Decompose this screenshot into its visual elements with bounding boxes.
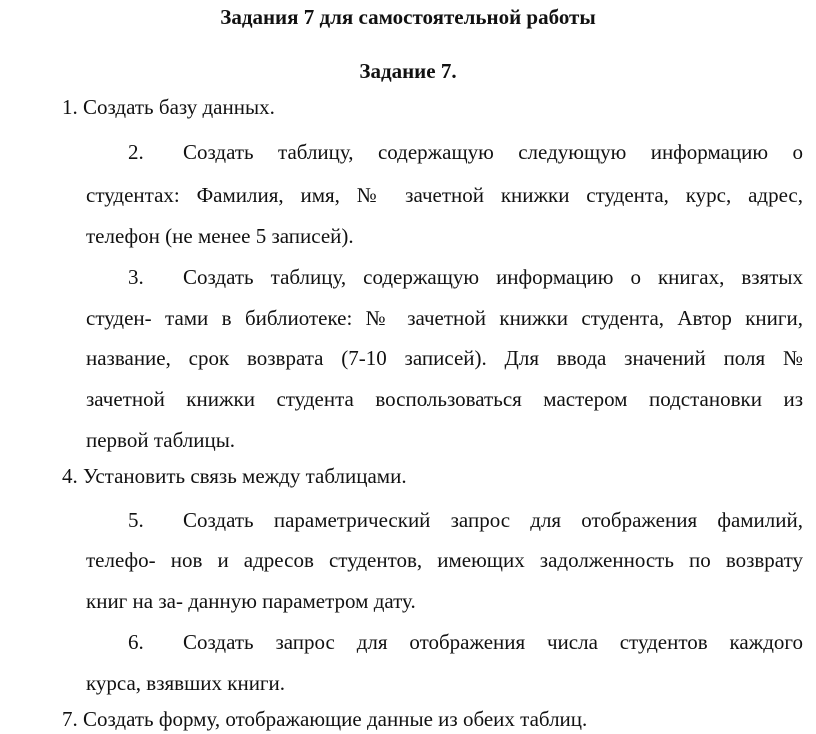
task-item-3-number: 3.: [128, 265, 144, 289]
task-item-2-number: 2.: [128, 140, 144, 164]
task-heading: Задание 7.: [359, 59, 457, 83]
task-item-5-number: 5.: [128, 508, 144, 532]
task-item-6-line-2: курса, взявших книги.: [86, 671, 286, 695]
document-title: Задания 7 для самостоятельной работы: [220, 5, 596, 29]
task-item-3-line-1: Создать таблицу, содержащую информацию о книгах, взятых: [183, 265, 803, 289]
task-item-6-line-1: Создать запрос для отображения числа студентов каждого: [183, 630, 803, 654]
task-item-5-line-2: телефо- нов и адресов студентов, имеющих задолженность по возврату: [86, 548, 803, 572]
task-item-3-line-5: первой таблицы.: [86, 428, 236, 452]
task-item-2-line-2: студентах: Фамилия, имя, № зачетной книжки студента, курс, адрес,: [86, 183, 803, 207]
task-item-2-line-1: Создать таблицу, содержащую следующую информацию о: [183, 140, 803, 164]
task-item-4: 4. Установить связь между таблицами.: [62, 464, 407, 488]
task-item-6-number: 6.: [128, 630, 144, 654]
task-item-5-line-3: книг на за- данную параметром дату.: [86, 589, 416, 613]
task-item-7: 7. Создать форму, отображающие данные из обеих таблиц.: [62, 707, 588, 731]
task-item-3-line-2: студен- тами в библиотеке: № зачетной книжки студента, Автор книги,: [86, 306, 803, 330]
task-item-3-line-3: название, срок возврата (7-10 записей). Для ввода значений поля №: [86, 346, 803, 370]
task-item-3-line-4: зачетной книжки студента воспользоваться мастером подстановки из: [86, 387, 803, 411]
task-item-5-line-1: Создать параметрический запрос для отображения фамилий,: [183, 508, 803, 532]
task-item-1: 1. Создать базу данных.: [62, 95, 275, 119]
task-item-2-line-3: телефон (не менее 5 записей).: [86, 224, 354, 248]
